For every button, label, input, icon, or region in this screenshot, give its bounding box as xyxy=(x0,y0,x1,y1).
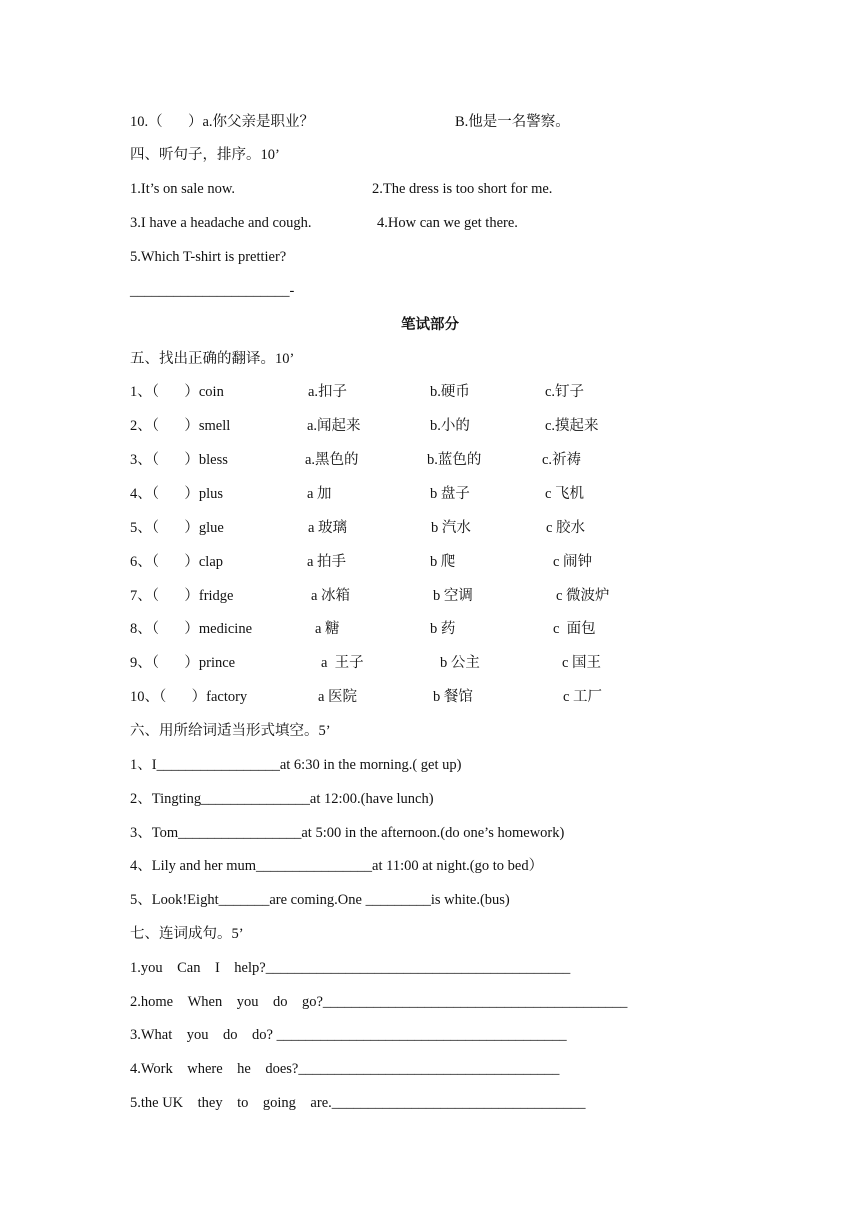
option-a[interactable]: a 加 xyxy=(307,486,332,502)
option-b[interactable]: b 爬 xyxy=(430,554,456,570)
fill-blank-2[interactable]: 2、Tingting_______________at 12:00.(have lunch) xyxy=(130,791,434,807)
section-4-sentence-4: 4.How can we get there. xyxy=(377,215,518,231)
section-4-title: 四、听句子，排序。10’ xyxy=(130,147,280,163)
option-b[interactable]: b.小的 xyxy=(430,418,470,434)
section-4-sentence-1: 1.It’s on sale now. xyxy=(130,181,235,197)
section-4-sentence-2: 2.The dress is too short for me. xyxy=(372,181,553,197)
option-c[interactable]: c.钉子 xyxy=(545,384,585,400)
fill-blank-3[interactable]: 3、Tom_________________at 5:00 in the afternoon.(do one’s homework) xyxy=(130,825,565,841)
sentence-order-3[interactable]: 3.What you do do? ________________________________________ xyxy=(130,1027,567,1043)
option-b[interactable]: b 汽水 xyxy=(431,520,471,536)
option-c[interactable]: c 微波炉 xyxy=(556,588,610,604)
option-a[interactable]: a.黑色的 xyxy=(305,452,359,468)
option-a[interactable]: a.闻起来 xyxy=(307,418,361,434)
option-c[interactable]: c 胶水 xyxy=(546,520,586,536)
sentence-order-1[interactable]: 1.you Can I help?__________________________________________ xyxy=(130,960,571,976)
option-c[interactable]: c 飞机 xyxy=(545,486,585,502)
sentence-order-2[interactable]: 2.home When you do go?__________________________________________ xyxy=(130,994,628,1010)
option-c[interactable]: c 闹钟 xyxy=(553,554,593,570)
section-4-sentence-5: 5.Which T-shirt is prettier? xyxy=(130,249,287,265)
option-c[interactable]: c.摸起来 xyxy=(545,418,599,434)
item-stem[interactable]: 7、（ ）fridge xyxy=(130,588,234,604)
option-c[interactable]: c 面包 xyxy=(553,621,596,637)
item-stem[interactable]: 10、（ ）factory xyxy=(130,689,248,705)
option-b[interactable]: b.蓝色的 xyxy=(427,452,482,468)
fill-blank-1[interactable]: 1、I_________________at 6:30 in the morning.( get up) xyxy=(130,757,462,773)
option-b[interactable]: b 药 xyxy=(430,621,456,637)
section-4-sentence-3: 3.I have a headache and cough. xyxy=(130,215,312,231)
option-c[interactable]: c 工厂 xyxy=(563,689,603,705)
option-b[interactable]: b 空调 xyxy=(433,588,473,604)
fill-blank-5[interactable]: 5、Look!Eight_______are coming.One _________is white.(bus) xyxy=(130,892,510,908)
option-a[interactable]: a 糖 xyxy=(315,621,340,637)
section-5-title: 五、找出正确的翻译。10’ xyxy=(130,351,295,367)
option-a[interactable]: a.扣子 xyxy=(308,384,348,400)
item-stem[interactable]: 6、（ ）clap xyxy=(130,554,224,570)
item-stem[interactable]: 8、（ ）medicine xyxy=(130,621,253,637)
option-a[interactable]: a 玻璃 xyxy=(308,520,348,536)
option-b[interactable]: b 公主 xyxy=(440,655,480,671)
item-stem[interactable]: 4、（ ）plus xyxy=(130,486,224,502)
written-part-title: 笔试部分 xyxy=(401,317,459,333)
sentence-order-4[interactable]: 4.Work where he does?____________________________________ xyxy=(130,1061,560,1077)
item-stem[interactable]: 3、（ ）bless xyxy=(130,452,228,468)
item-stem[interactable]: 5、（ ）glue xyxy=(130,520,224,536)
option-b[interactable]: b 餐馆 xyxy=(433,689,473,705)
option-a[interactable]: a 拍手 xyxy=(307,554,347,570)
question-10-stem: 10.（ ）a.你父亲是职业？ xyxy=(130,114,315,130)
option-a[interactable]: a 冰箱 xyxy=(311,588,351,604)
option-c[interactable]: c.祈祷 xyxy=(542,452,582,468)
section-4-answer-line[interactable]: ______________________- xyxy=(130,283,295,299)
option-b[interactable]: b.硬币 xyxy=(430,384,470,400)
item-stem[interactable]: 9、（ ）prince xyxy=(130,655,236,671)
fill-blank-4[interactable]: 4、Lily and her mum________________at 11:00 at night.(go to bed） xyxy=(130,858,544,874)
option-b[interactable]: b 盘子 xyxy=(430,486,470,502)
section-6-title: 六、用所给词适当形式填空。5’ xyxy=(130,723,331,739)
option-a[interactable]: a 王子 xyxy=(321,655,364,671)
sentence-order-5[interactable]: 5.the UK they to going are.___________________________________ xyxy=(130,1095,586,1111)
option-c[interactable]: c 国王 xyxy=(562,655,602,671)
item-stem[interactable]: 1、（ ）coin xyxy=(130,384,224,400)
option-a[interactable]: a 医院 xyxy=(318,689,358,705)
item-stem[interactable]: 2、（ ）smell xyxy=(130,418,231,434)
question-10-option-b: B.他是一名警察。 xyxy=(455,114,570,130)
section-7-title: 七、连词成句。5’ xyxy=(130,926,244,942)
